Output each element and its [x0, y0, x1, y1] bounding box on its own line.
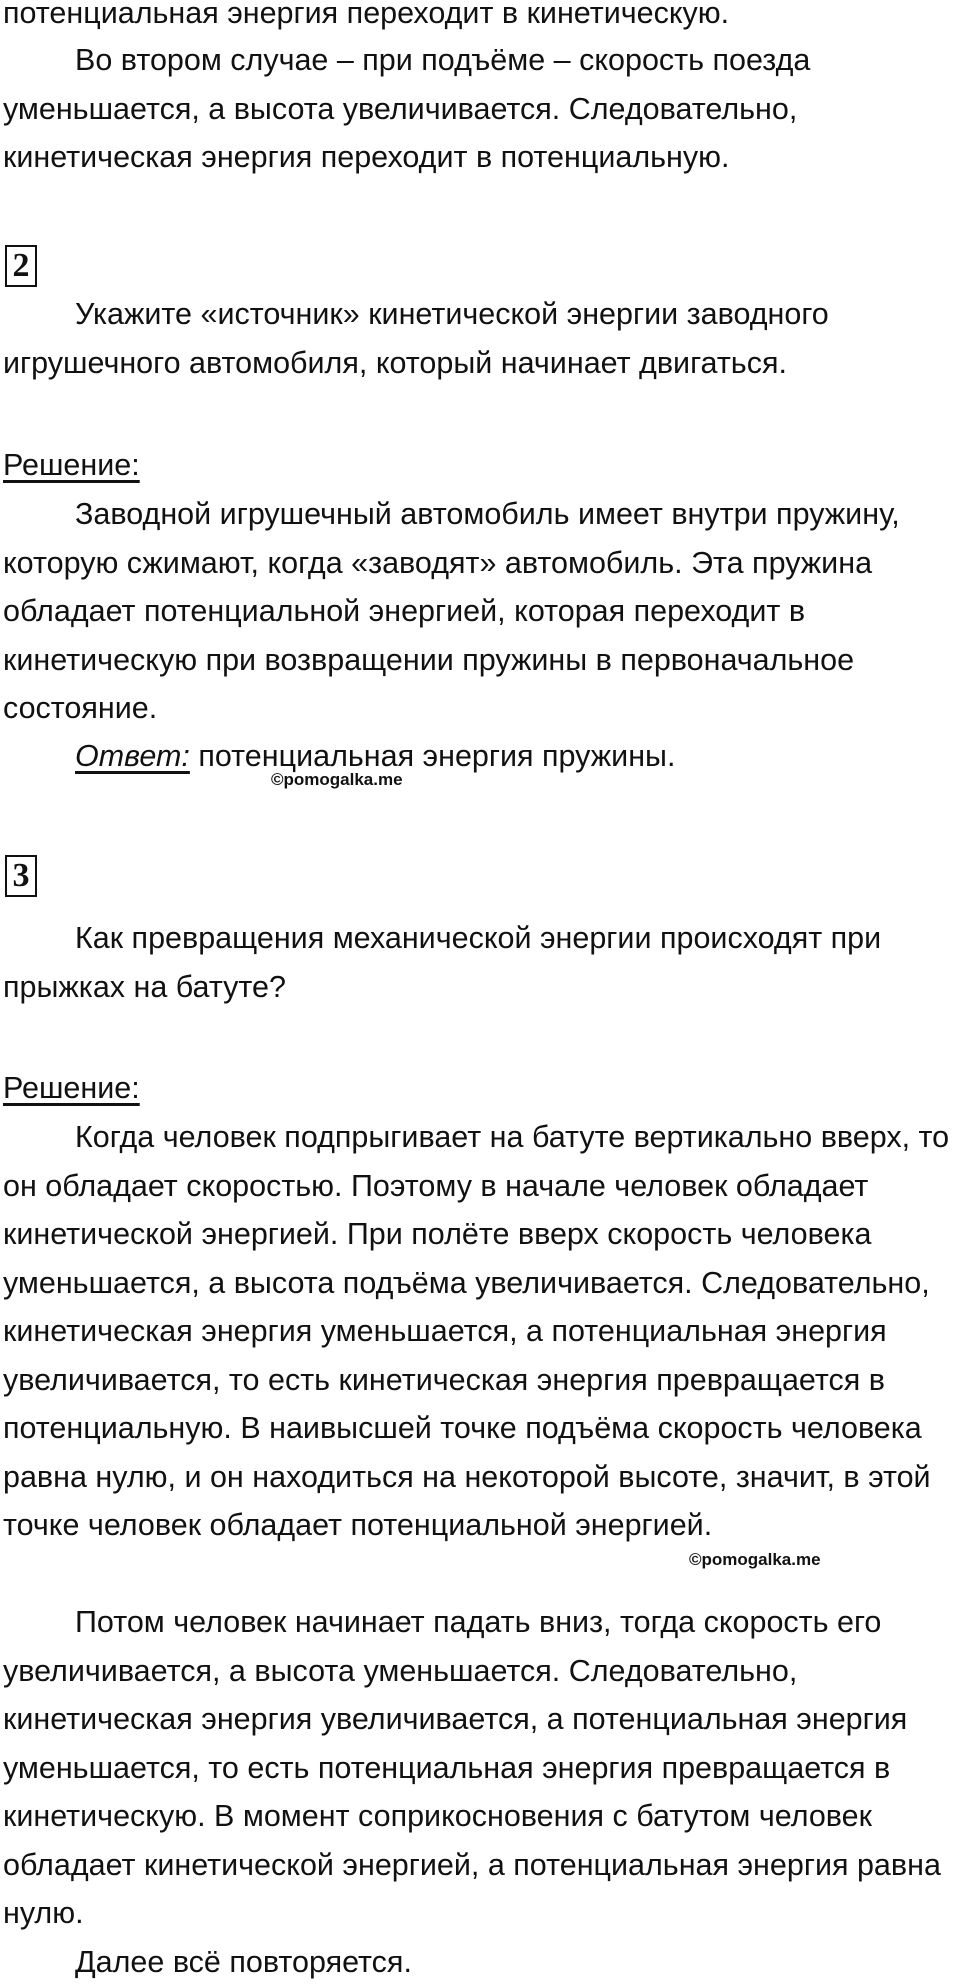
task2-solution: Заводной игрушечный автомобиль имеет внутри пружину, которую сжимают, когда «заводят» автомобиль. Эта пружина обладает потенциальной энергией, которая переходит в кинетическую при возвращении пружины в первоначальное состояние.: [3, 497, 900, 725]
answer-label: Ответ:: [75, 739, 190, 773]
answer-text: потенциальная энергия пружины.: [189, 739, 676, 773]
intro-line: потенциальная энергия переходит в кинетическую.: [3, 0, 730, 30]
task3-solution-paragraph-2: Потом человек начинает падать вниз, тогда скорость его увеличивается, а высота уменьшается. Следовательно, кинетическая энергия увеличивается, а потенциальная энергия уменьшается, то есть потенциальная энергия превращается в кинетическую. В момент соприкосновения с батутом человек обладает кинетической энергией, а потенциальная энергия равна нулю.: [3, 1605, 941, 1930]
task3-solution-paragraph-3: Далее всё повторяется.: [75, 1945, 412, 1979]
task2-question: Укажите «источник» кинетической энергии заводного игрушечного автомобиля, который начинает двигаться.: [3, 297, 829, 380]
task2-solution-label: Решение:: [3, 448, 140, 482]
task3-solution-label: Решение:: [3, 1071, 140, 1105]
task3-question: Как превращения механической энергии происходят при прыжках на батуте?: [3, 921, 882, 1004]
watermark-1: ©pomogalka.me: [271, 770, 403, 789]
intro-paragraph: Во втором случае – при подъёме – скорость поезда уменьшается, а высота увеличивается. Следовательно, кинетическая энергия переходит в потенциальную.: [3, 43, 811, 174]
watermark-2: ©pomogalka.me: [689, 1550, 821, 1569]
task-number-3: 3: [5, 855, 37, 897]
task-number-2: 2: [5, 245, 37, 287]
task3-solution-paragraph-1: Когда человек подпрыгивает на батуте вертикально вверх, то он обладает скоростью. Поэтому в начале человек обладает кинетической энергией. При полёте вверх скорость человека уменьшается, а высота подъёма увеличивается. Следовательно, кинетическая энергия уменьшается, а потенциальная энергия увеличивается, то есть кинетическая энергия превращается в потенциальную. В наивысшей точке подъёма скорость человека равна нулю, и он находиться на некоторой высоте, значит, в этой точке человек обладает потенциальной энергией.: [3, 1120, 950, 1542]
task2-answer: [3, 732, 958, 781]
